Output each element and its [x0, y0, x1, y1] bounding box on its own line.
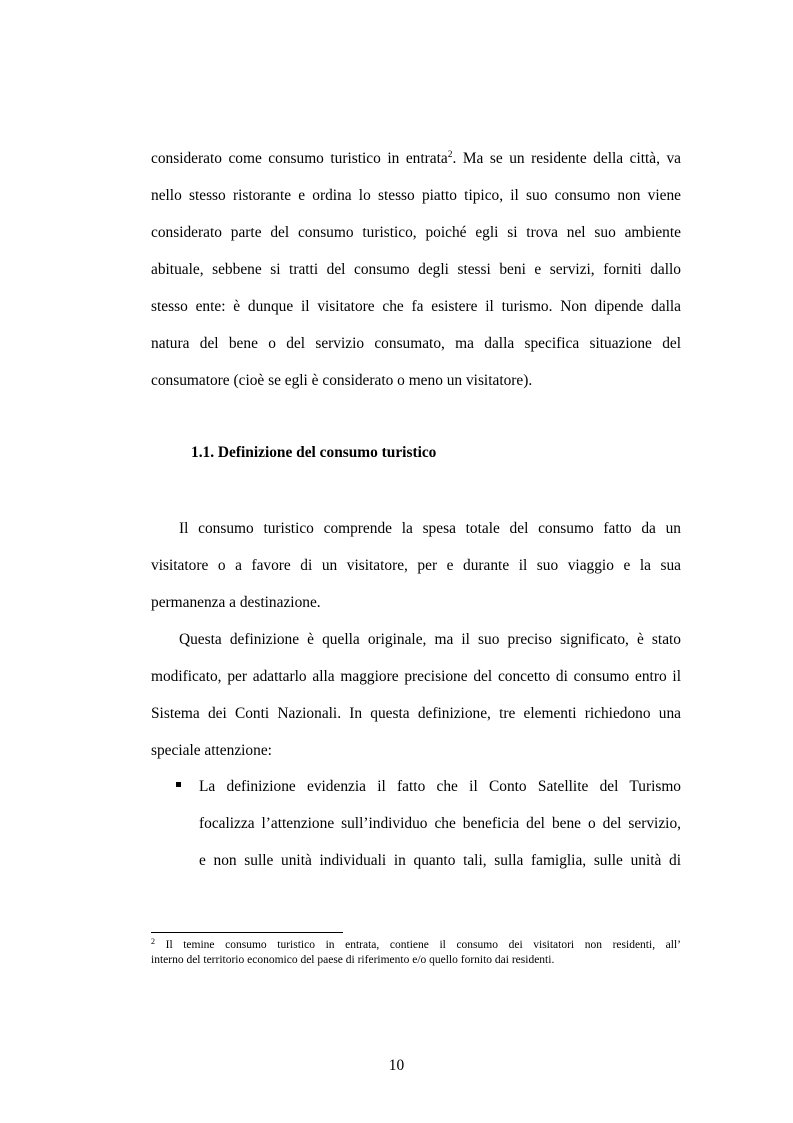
page-number: 10 [388, 1057, 405, 1074]
footnote [151, 938, 681, 968]
paragraph-line: permanenza a destinazione. [151, 594, 321, 611]
bullet-line: La definizione evidenzia il fatto che il Conto Satellite del Turismo [199, 778, 681, 795]
section-heading: 1.1. Definizione del consumo turistico [191, 444, 437, 461]
bullet-line: e non sulle unità individuali in quanto tali, sulla famiglia, sulle unità di [199, 852, 681, 869]
paragraph-line: Questa definizione è quella originale, ma il suo preciso significato, è stato [179, 631, 681, 648]
paragraph-line: speciale attenzione: [151, 742, 272, 759]
paragraph-definition [151, 510, 681, 621]
paragraph-elements [151, 621, 681, 769]
paragraph-line: natura del bene o del servizio consumato, ma dalla specifica situazione del [151, 335, 681, 352]
paragraph-line: visitatore o a favore di un visitatore, per e durante il suo viaggio e la sua [151, 557, 681, 574]
footnote-marker: 2 [151, 937, 155, 946]
paragraph-line: modificato, per adattarlo alla maggiore precisione del concetto di consumo entro il [151, 668, 681, 685]
footnote-divider [151, 932, 343, 933]
paragraph-continuation [151, 140, 681, 399]
bullet-item [199, 768, 681, 879]
paragraph-line: abituale, sebbene si tratti del consumo degli stessi beni e servizi, forniti dallo [151, 261, 681, 278]
paragraph-line: consumatore (cioè se egli è considerato o meno un visitatore). [151, 372, 533, 389]
paragraph-line: considerato come consumo turistico in entrata$^2$. Ma se un residente della città, va [151, 150, 681, 167]
square-bullet-icon [176, 782, 181, 787]
footnote-reference[interactable]: 2 [447, 150, 453, 160]
paragraph-line: stesso ente: è dunque il visitatore che fa esistere il turismo. Non dipende dalla [151, 298, 681, 315]
paragraph-line: considerato parte del consumo turistico, poiché egli si trova nel suo ambiente [151, 224, 681, 241]
paragraph-line: Sistema dei Conti Nazionali. In questa definizione, tre elementi richiedono una [151, 705, 681, 722]
paragraph-line: Il consumo turistico comprende la spesa totale del consumo fatto da un [179, 520, 681, 537]
footnote-line: $^2$ Il temine consumo turistico in entrata, contiene il consumo dei visitatori non residenti, all’ [151, 937, 681, 951]
paragraph-line: nello stesso ristorante e ordina lo stesso piatto tipico, il suo consumo non viene [151, 187, 681, 204]
bullet-line: focalizza l’attenzione sull’individuo che beneficia del bene o del servizio, [199, 815, 681, 832]
footnote-line: interno del territorio economico del paese di riferimento e/o quello fornito dai residenti. [151, 954, 555, 966]
